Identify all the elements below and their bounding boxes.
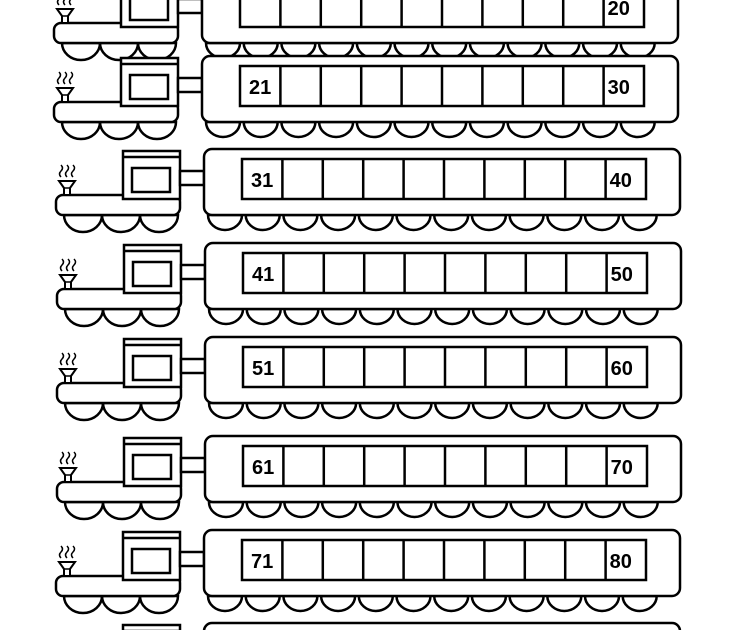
carriage xyxy=(205,337,681,418)
steam-wisp xyxy=(67,452,70,464)
locomotive-icon xyxy=(54,0,178,60)
steam-icon xyxy=(58,0,73,5)
last-number: 20 xyxy=(607,0,630,20)
number-cell[interactable] xyxy=(486,348,524,386)
wheel-icon xyxy=(103,309,141,326)
steam-wisp xyxy=(64,72,67,84)
carriage xyxy=(202,56,678,137)
number-cell[interactable] xyxy=(403,0,441,26)
wheel-icon xyxy=(359,596,393,611)
wheel-icon xyxy=(65,403,103,420)
steam-wisp xyxy=(58,0,61,5)
carriage xyxy=(205,243,681,324)
wheel-icon xyxy=(547,596,581,611)
cab-window xyxy=(132,549,170,573)
locomotive-icon xyxy=(57,339,181,420)
wheel-icon xyxy=(283,596,317,611)
coupling xyxy=(180,171,204,185)
steam-icon xyxy=(61,259,76,271)
number-cell[interactable] xyxy=(526,160,564,198)
coupling xyxy=(181,359,205,373)
steam-icon xyxy=(61,353,76,365)
last-number: 50 xyxy=(610,264,633,286)
wheel-icon xyxy=(586,309,620,324)
wheel-icon xyxy=(209,309,243,324)
number-cell[interactable] xyxy=(486,447,524,485)
wheel-icon xyxy=(585,215,619,230)
carriage xyxy=(204,149,680,230)
steam-wisp xyxy=(70,0,73,5)
steam-icon xyxy=(60,165,75,177)
number-cell[interactable] xyxy=(362,67,400,105)
train-row xyxy=(56,149,680,232)
wheel-icon xyxy=(208,596,242,611)
last-number: 30 xyxy=(607,77,630,99)
wheel-icon xyxy=(62,43,100,60)
carriage-body xyxy=(204,623,680,630)
number-cell[interactable] xyxy=(284,254,322,292)
train-row xyxy=(57,337,681,420)
steam-wisp xyxy=(73,353,76,365)
carriage xyxy=(205,436,681,517)
wheel-icon xyxy=(586,502,620,517)
number-cell[interactable] xyxy=(524,0,562,26)
wheel-icon xyxy=(397,215,431,230)
first-number: 51 xyxy=(252,358,275,380)
steam-wisp xyxy=(73,452,76,464)
wheel-icon xyxy=(624,309,658,324)
coupling xyxy=(178,78,202,92)
cab-window xyxy=(132,168,170,192)
wheel-icon xyxy=(621,122,655,137)
steam-wisp xyxy=(67,259,70,271)
wheel-icon xyxy=(247,502,281,517)
number-cell[interactable] xyxy=(325,447,363,485)
coupling xyxy=(178,0,202,13)
number-strip xyxy=(240,0,644,27)
number-strip xyxy=(242,159,646,199)
steam-wisp xyxy=(60,546,63,558)
wheel-icon xyxy=(321,596,355,611)
wheel-icon xyxy=(284,309,318,324)
wheel-icon xyxy=(548,502,582,517)
number-cell[interactable] xyxy=(406,447,444,485)
wheel-icon xyxy=(548,309,582,324)
wheel-icon xyxy=(508,122,542,137)
number-cell[interactable] xyxy=(566,541,604,579)
number-strip xyxy=(243,347,647,387)
wheel-icon xyxy=(395,122,429,137)
wheel-icon xyxy=(470,122,504,137)
number-cell[interactable] xyxy=(324,541,362,579)
cab-window xyxy=(133,356,171,380)
wheel-icon xyxy=(548,403,582,418)
number-cell[interactable] xyxy=(283,160,321,198)
wheel-icon xyxy=(585,596,619,611)
steam-wisp xyxy=(66,546,69,558)
train-row xyxy=(54,56,678,139)
number-cell[interactable] xyxy=(405,160,443,198)
wheel-icon xyxy=(281,122,315,137)
wheel-icon xyxy=(284,403,318,418)
wheel-icon xyxy=(103,502,141,519)
locomotive-icon xyxy=(56,625,180,630)
wheel-icon xyxy=(473,309,507,324)
wheel-icon xyxy=(547,215,581,230)
wheel-icon xyxy=(624,403,658,418)
carriage xyxy=(204,530,680,611)
wheel-icon xyxy=(435,502,469,517)
number-cell[interactable] xyxy=(281,0,319,26)
wheel-icon xyxy=(64,596,102,613)
wheel-icon xyxy=(511,502,545,517)
wheel-icon xyxy=(473,403,507,418)
wheel-icon xyxy=(247,309,281,324)
first-number: 41 xyxy=(252,264,275,286)
wheel-icon xyxy=(624,502,658,517)
wheel-icon xyxy=(247,403,281,418)
number-cell[interactable] xyxy=(284,447,322,485)
wheel-icon xyxy=(64,215,102,232)
wheel-icon xyxy=(141,502,179,519)
locomotive-icon xyxy=(54,58,178,139)
wheel-icon xyxy=(360,309,394,324)
wheel-icon xyxy=(284,502,318,517)
number-cell[interactable] xyxy=(362,0,400,26)
number-strip xyxy=(242,540,646,580)
wheel-icon xyxy=(398,502,432,517)
wheel-icon xyxy=(432,122,466,137)
wheel-icon xyxy=(140,215,178,232)
wheel-icon xyxy=(102,215,140,232)
number-cell[interactable] xyxy=(365,348,403,386)
number-cell[interactable] xyxy=(564,67,602,105)
number-cell[interactable] xyxy=(524,67,562,105)
cab-window xyxy=(133,455,171,479)
train-row xyxy=(56,623,680,630)
wheel-icon xyxy=(510,596,544,611)
wheel-icon xyxy=(583,122,617,137)
first-number: 21 xyxy=(249,77,272,99)
wheel-icon xyxy=(398,309,432,324)
number-cell[interactable] xyxy=(485,160,523,198)
coupling xyxy=(181,458,205,472)
coupling xyxy=(181,265,205,279)
number-cell[interactable] xyxy=(527,447,565,485)
number-cell[interactable] xyxy=(443,0,481,26)
number-cell[interactable] xyxy=(443,67,481,105)
steam-icon xyxy=(58,72,73,84)
wheel-icon xyxy=(62,122,100,139)
wheel-icon xyxy=(209,403,243,418)
cab-window xyxy=(130,0,168,20)
number-strip xyxy=(243,446,647,486)
number-cell[interactable] xyxy=(527,254,565,292)
last-number: 70 xyxy=(610,457,633,479)
train-row xyxy=(57,436,681,519)
carriage xyxy=(202,0,678,58)
number-cell[interactable] xyxy=(322,0,360,26)
locomotive-icon xyxy=(56,532,180,613)
number-cell[interactable] xyxy=(483,0,521,26)
wheel-icon xyxy=(360,403,394,418)
last-number: 80 xyxy=(609,551,632,573)
wheel-icon xyxy=(510,215,544,230)
number-cell[interactable] xyxy=(485,541,523,579)
steam-icon xyxy=(61,452,76,464)
wheel-icon xyxy=(511,309,545,324)
cab-window xyxy=(133,262,171,286)
number-cell[interactable] xyxy=(483,67,521,105)
wheel-icon xyxy=(321,215,355,230)
wheel-icon xyxy=(398,403,432,418)
steam-wisp xyxy=(67,353,70,365)
wheel-icon xyxy=(434,215,468,230)
number-cell[interactable] xyxy=(406,254,444,292)
train-row xyxy=(57,243,681,326)
wheel-icon xyxy=(545,122,579,137)
number-cell[interactable] xyxy=(365,254,403,292)
number-cell[interactable] xyxy=(446,254,484,292)
number-cell[interactable] xyxy=(406,348,444,386)
wheel-icon xyxy=(472,215,506,230)
wheel-icon xyxy=(322,309,356,324)
number-cell[interactable] xyxy=(567,348,605,386)
steam-wisp xyxy=(72,546,75,558)
wheel-icon xyxy=(141,309,179,326)
number-cell[interactable] xyxy=(567,254,605,292)
train-row xyxy=(56,530,680,613)
train-row xyxy=(54,0,678,60)
wheel-icon xyxy=(209,502,243,517)
carriage xyxy=(204,623,680,630)
wheel-icon xyxy=(102,596,140,613)
first-number: 31 xyxy=(251,170,274,192)
steam-wisp xyxy=(66,165,69,177)
number-cell[interactable] xyxy=(567,447,605,485)
number-cell[interactable] xyxy=(527,348,565,386)
steam-wisp xyxy=(70,72,73,84)
wheel-icon xyxy=(65,309,103,326)
number-cell[interactable] xyxy=(446,348,484,386)
number-cell[interactable] xyxy=(283,541,321,579)
steam-wisp xyxy=(72,165,75,177)
steam-wisp xyxy=(64,0,67,5)
steam-wisp xyxy=(60,165,63,177)
number-cell[interactable] xyxy=(405,541,443,579)
number-cell[interactable] xyxy=(365,447,403,485)
wheel-icon xyxy=(322,502,356,517)
number-cell[interactable] xyxy=(324,160,362,198)
wheel-icon xyxy=(244,122,278,137)
number-cell[interactable] xyxy=(364,160,402,198)
wheel-icon xyxy=(623,596,657,611)
locomotive-icon xyxy=(57,245,181,326)
wheel-icon xyxy=(246,215,280,230)
number-cell[interactable] xyxy=(564,0,602,26)
wheel-icon xyxy=(138,122,176,139)
wheel-icon xyxy=(65,502,103,519)
number-cell[interactable] xyxy=(403,67,441,105)
wheel-icon xyxy=(100,122,138,139)
cab-window xyxy=(130,75,168,99)
wheel-icon xyxy=(435,309,469,324)
steam-wisp xyxy=(61,353,64,365)
wheel-icon xyxy=(586,403,620,418)
number-cell[interactable] xyxy=(364,541,402,579)
number-cell[interactable] xyxy=(445,160,483,198)
wheel-icon xyxy=(359,215,393,230)
number-cell[interactable] xyxy=(241,0,279,26)
wheel-icon xyxy=(623,215,657,230)
coupling xyxy=(180,552,204,566)
wheel-icon xyxy=(397,596,431,611)
number-cell[interactable] xyxy=(281,67,319,105)
wheel-icon xyxy=(103,403,141,420)
wheel-icon xyxy=(472,596,506,611)
steam-wisp xyxy=(73,259,76,271)
last-number: 60 xyxy=(610,358,633,380)
wheel-icon xyxy=(357,122,391,137)
number-cell[interactable] xyxy=(325,348,363,386)
wheel-icon xyxy=(141,403,179,420)
wheel-icon xyxy=(322,403,356,418)
steam-wisp xyxy=(58,72,61,84)
number-strip xyxy=(243,253,647,293)
number-cell[interactable] xyxy=(445,541,483,579)
number-cell[interactable] xyxy=(284,348,322,386)
wheel-icon xyxy=(511,403,545,418)
steam-wisp xyxy=(61,452,64,464)
wheel-icon xyxy=(208,215,242,230)
first-number: 61 xyxy=(252,457,275,479)
engine-cab xyxy=(123,625,180,630)
number-cell[interactable] xyxy=(566,160,604,198)
wheel-icon xyxy=(319,122,353,137)
wheel-icon xyxy=(140,596,178,613)
wheel-icon xyxy=(473,502,507,517)
first-number: 71 xyxy=(251,551,274,573)
steam-icon xyxy=(60,546,75,558)
number-cell[interactable] xyxy=(526,541,564,579)
wheel-icon xyxy=(360,502,394,517)
wheel-icon xyxy=(283,215,317,230)
locomotive-icon xyxy=(57,438,181,519)
wheel-icon xyxy=(435,403,469,418)
locomotive-icon xyxy=(56,151,180,232)
wheel-icon xyxy=(434,596,468,611)
number-cell[interactable] xyxy=(322,67,360,105)
number-cell[interactable] xyxy=(325,254,363,292)
wheel-icon xyxy=(206,122,240,137)
number-cell[interactable] xyxy=(486,254,524,292)
wheel-icon xyxy=(246,596,280,611)
number-strip xyxy=(240,66,644,106)
steam-wisp xyxy=(61,259,64,271)
number-cell[interactable] xyxy=(446,447,484,485)
last-number: 40 xyxy=(609,170,632,192)
